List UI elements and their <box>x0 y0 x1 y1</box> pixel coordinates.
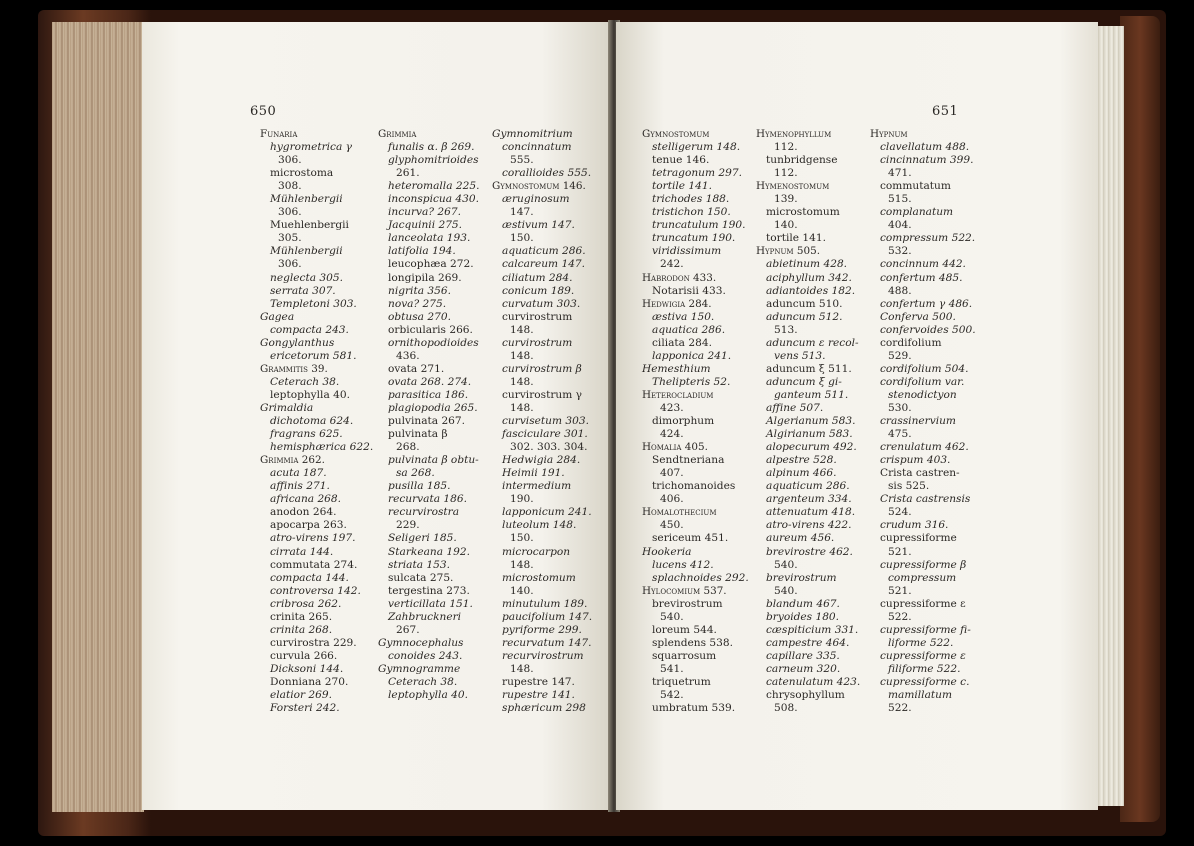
index-entry: Dicksoni 144. <box>270 662 344 675</box>
index-entry: recurvatum 147. <box>502 636 592 649</box>
index-entry: abietinum 428. <box>766 258 848 271</box>
index-entry: fragrans 625. <box>270 428 343 441</box>
index-entry: 190. <box>510 493 534 506</box>
index-entry: tortile 141. <box>652 180 712 193</box>
index-entry: 540. <box>774 558 798 571</box>
index-entry: 148. <box>510 349 534 362</box>
index-entry: brevirostrum <box>652 597 723 610</box>
index-entry: crinita 265. <box>270 610 333 623</box>
index-entry: curvirostrum γ <box>502 388 582 401</box>
index-entry: serrata 307. <box>270 284 336 297</box>
index-entry: 404. <box>888 219 912 232</box>
index-entry: acuta 187. <box>270 467 327 480</box>
index-entry: carneum 320. <box>766 662 841 675</box>
index-entry: ganteum 511. <box>774 388 849 401</box>
index-entry: hygrometrica γ <box>270 141 353 154</box>
index-entry: recurvirostra <box>388 506 460 519</box>
index-entry: sphæricum 298 <box>502 702 586 715</box>
index-entry: æstivum 147. <box>502 219 575 232</box>
index-entry: apocarpa 263. <box>270 519 347 532</box>
index-entry: lapponica 241. <box>652 349 732 362</box>
index-column <box>870 128 988 715</box>
index-entry: cupressiforme <box>880 532 957 545</box>
index-entry: 306. <box>278 154 302 167</box>
index-entry: compacta 144. <box>270 571 349 584</box>
index-heading: Homalia 405. <box>642 441 708 454</box>
index-entry: Gymnomitrium <box>492 128 573 140</box>
index-entry: pyriforme 299. <box>502 623 582 636</box>
index-entry: Gagea <box>260 310 295 323</box>
index-heading: Hypnum 505. <box>756 245 821 258</box>
index-entry: sa 268. <box>396 467 435 480</box>
index-entry: nova? 275. <box>388 297 447 310</box>
index-entry: Gymnogramme <box>378 662 461 675</box>
index-entry: 471. <box>888 167 912 180</box>
index-entry: 423. <box>660 401 684 414</box>
book-cover-right <box>1120 16 1160 822</box>
index-entry: aduncum ε recol- <box>766 336 859 349</box>
index-entry: 267. <box>396 623 420 636</box>
index-entry: 524. <box>888 506 912 519</box>
index-entry: 261. <box>396 167 420 180</box>
index-entry: aciphyllum 342. <box>766 271 852 284</box>
index-entry: cordifolium var. <box>880 375 965 388</box>
index-entry: Thelipteris 52. <box>652 375 731 388</box>
index-heading: Hypnum <box>870 128 908 140</box>
index-entry: aquatica 286. <box>652 323 726 336</box>
index-heading: Habrodon 433. <box>642 271 717 284</box>
index-entry: recurvata 186. <box>388 493 467 506</box>
index-entry: neglecta 305. <box>270 271 343 284</box>
index-entry: 513. <box>774 323 798 336</box>
index-entry: latifolia 194. <box>388 245 456 258</box>
index-entry: 148. <box>510 662 534 675</box>
index-entry: Donniana 270. <box>270 675 349 688</box>
index-entry: capillare 335. <box>766 649 840 662</box>
index-entry: 302. 303. 304. <box>510 441 588 454</box>
index-entry: parasitica 186. <box>388 388 469 401</box>
index-entry: Templetoni 303. <box>270 297 357 310</box>
index-entry: ornithopodioides <box>388 336 479 349</box>
index-entry: affinis 271. <box>270 480 330 493</box>
index-column <box>756 128 874 715</box>
index-entry: Crista castrensis <box>880 493 971 506</box>
index-entry: commutata 274. <box>270 558 358 571</box>
index-entry: Mühlenbergii <box>270 245 343 258</box>
index-entry: concinnatum <box>502 141 572 154</box>
index-entry: 436. <box>396 349 420 362</box>
index-entry: conicum 189. <box>502 284 575 297</box>
index-entry: 515. <box>888 193 912 206</box>
index-entry: 522. <box>888 610 912 623</box>
index-entry: complanatum <box>880 206 954 219</box>
index-entry: adiantoides 182. <box>766 284 856 297</box>
index-entry: crenulatum 462. <box>880 441 969 454</box>
index-entry: longipila 269. <box>388 271 462 284</box>
index-entry: sulcata 275. <box>388 571 454 584</box>
index-entry: 406. <box>660 493 684 506</box>
index-entry: aureum 456. <box>766 532 835 545</box>
index-entry: aduncum ξ 511. <box>766 362 852 375</box>
index-entry: curvatum 303. <box>502 297 581 310</box>
index-entry: brevirostrum <box>766 571 837 584</box>
index-entry: truncatum 190. <box>652 232 736 245</box>
index-entry: curvirostrum β <box>502 362 582 375</box>
index-entry: 112. <box>774 141 798 154</box>
index-entry: curvula 266. <box>270 649 338 662</box>
index-entry: tunbridgense <box>766 154 838 167</box>
index-entry: crispum 403. <box>880 454 951 467</box>
index-entry: tristichon 150. <box>652 206 731 219</box>
index-entry: sis 525. <box>888 480 930 493</box>
index-entry: liforme 522. <box>888 636 954 649</box>
index-entry: concinnum 442. <box>880 258 966 271</box>
index-entry: aduncum ξ gi- <box>766 375 842 388</box>
index-entry: plagiopodia 265. <box>388 401 478 414</box>
index-entry: dimorphum <box>652 415 715 428</box>
index-entry: 542. <box>660 689 684 702</box>
index-entry: striata 153. <box>388 558 450 571</box>
index-entry: africana 268. <box>270 493 342 506</box>
index-entry: alopecurum 492. <box>766 441 857 454</box>
index-entry: 148. <box>510 558 534 571</box>
index-entry: mamillatum <box>888 689 953 702</box>
index-entry: microstomum <box>502 571 576 584</box>
index-entry: crudum 316. <box>880 519 949 532</box>
index-heading: Gymnostomum 146. <box>492 180 586 193</box>
index-entry: sericeum 451. <box>652 532 729 545</box>
index-entry: Notarisii 433. <box>652 284 726 297</box>
index-entry: calcareum 147. <box>502 258 586 271</box>
index-entry: orbicularis 266. <box>388 323 473 336</box>
index-entry: cupressiforme c. <box>880 675 970 688</box>
index-entry: ericetorum 581. <box>270 349 357 362</box>
index-entry: 306. <box>278 206 302 219</box>
index-heading: Grimmia 262. <box>260 454 325 467</box>
index-entry: intermedium <box>502 480 572 493</box>
index-entry: Sendtneriana <box>652 454 725 467</box>
index-entry: obtusa 270. <box>388 310 451 323</box>
index-entry: campestre 464. <box>766 636 850 649</box>
index-entry: 242. <box>660 258 684 271</box>
page-edges-right <box>1094 26 1124 806</box>
index-entry: aquaticum 286. <box>502 245 586 258</box>
index-entry: squarrosum <box>652 649 717 662</box>
index-entry: lapponicum 241. <box>502 506 592 519</box>
index-entry: brevirostre 462. <box>766 545 853 558</box>
index-entry: 140. <box>774 219 798 232</box>
index-entry: 424. <box>660 428 684 441</box>
index-entry: 305. <box>278 232 302 245</box>
index-entry: cupressiforme ε <box>880 649 966 662</box>
index-entry: funalis α. β 269. <box>388 141 475 154</box>
index-entry: 530. <box>888 401 912 414</box>
index-heading: Hedwigia 284. <box>642 297 712 310</box>
index-entry: cupressiforme β <box>880 558 967 571</box>
index-entry: 529. <box>888 349 912 362</box>
index-entry: 508. <box>774 702 798 715</box>
index-entry: rupestre 147. <box>502 675 575 688</box>
index-entry: triquetrum <box>652 675 711 688</box>
index-entry: 139. <box>774 193 798 206</box>
index-entry: 540. <box>660 610 684 623</box>
index-entry: 148. <box>510 375 534 388</box>
index-entry: Starkeana 192. <box>388 545 470 558</box>
index-entry: Ceterach 38. <box>270 375 340 388</box>
index-entry: pulvinata 267. <box>388 415 466 428</box>
index-entry: compacta 243. <box>270 323 349 336</box>
index-entry: elatior 269. <box>270 689 333 702</box>
index-entry: cincinnatum 399. <box>880 154 974 167</box>
index-entry: 540. <box>774 584 798 597</box>
index-entry: argenteum 334. <box>766 493 852 506</box>
index-entry: attenuatum 418. <box>766 506 856 519</box>
index-entry: Crista castren- <box>880 467 960 480</box>
left-page <box>142 22 612 810</box>
index-entry: microstoma <box>270 167 334 180</box>
index-entry: ciliatum 284. <box>502 271 573 284</box>
index-entry: 148. <box>510 401 534 414</box>
index-entry: Grimaldia <box>260 401 314 414</box>
index-entry: 268. <box>396 441 420 454</box>
index-entry: lucens 412. <box>652 558 714 571</box>
index-entry: cupressiforme ε <box>880 597 966 610</box>
index-entry: 140. <box>510 584 534 597</box>
index-entry: splachnoides 292. <box>652 571 749 584</box>
index-entry: confertum γ 486. <box>880 297 973 310</box>
index-entry: cordifolium <box>880 336 942 349</box>
index-entry: Forsteri 242. <box>270 702 340 715</box>
index-entry: Conferva 500. <box>880 310 956 323</box>
index-entry: 532. <box>888 245 912 258</box>
index-entry: minutulum 189. <box>502 597 588 610</box>
index-entry: Zahbruckneri <box>388 610 462 623</box>
index-heading: Hylocomium 537. <box>642 584 727 597</box>
index-entry: commutatum <box>880 180 951 193</box>
index-entry: nigrita 356. <box>388 284 451 297</box>
index-entry: æstiva 150. <box>652 310 715 323</box>
index-entry: verticillata 151. <box>388 597 473 610</box>
index-entry: 306. <box>278 258 302 271</box>
index-entry: Heimii 191. <box>502 467 565 480</box>
index-entry: filiforme 522. <box>888 662 961 675</box>
index-entry: trichomanoides <box>652 480 736 493</box>
index-column <box>642 128 760 715</box>
index-heading: Grammitis 39. <box>260 362 328 375</box>
index-entry: tetragonum 297. <box>652 167 742 180</box>
index-entry: Mühlenbergii <box>270 193 343 206</box>
index-entry: cupressiforme fi- <box>880 623 971 636</box>
index-entry: pulvinata β obtu- <box>388 454 479 467</box>
index-entry: curvirostrum <box>502 310 573 323</box>
index-entry: blandum 467. <box>766 597 840 610</box>
index-entry: viridissimum <box>652 245 722 258</box>
index-entry: 488. <box>888 284 912 297</box>
page-edges-left <box>52 22 144 812</box>
index-entry: leptophylla 40. <box>388 689 468 702</box>
index-entry: Seligeri 185. <box>388 532 457 545</box>
index-entry: cirrata 144. <box>270 545 334 558</box>
index-entry: 541. <box>660 662 684 675</box>
index-entry: stenodictyon <box>888 388 957 401</box>
index-entry: aduncum 512. <box>766 310 843 323</box>
index-heading: Heterocladium <box>642 388 714 401</box>
index-entry: aquaticum 286. <box>766 480 850 493</box>
index-heading: Gymnostomum <box>642 128 710 140</box>
index-entry: 522. <box>888 702 912 715</box>
index-entry: Hedwigia 284. <box>502 454 581 467</box>
right-page <box>616 22 1098 810</box>
index-entry: controversa 142. <box>270 584 361 597</box>
index-entry: chrysophyllum <box>766 689 845 702</box>
index-entry: tortile 141. <box>766 232 826 245</box>
index-entry: conoides 243. <box>388 649 463 662</box>
index-entry: loreum 544. <box>652 623 717 636</box>
index-entry: trichodes 188. <box>652 193 730 206</box>
index-heading: Grimmia <box>378 128 417 140</box>
index-entry: alpestre 528. <box>766 454 837 467</box>
index-entry: cordifolium 504. <box>880 362 969 375</box>
index-heading: Homalothecium <box>642 506 717 519</box>
index-entry: microcarpon <box>502 545 571 558</box>
index-entry: truncatulum 190. <box>652 219 746 232</box>
index-entry: vens 513. <box>774 349 826 362</box>
index-entry: alpinum 466. <box>766 467 837 480</box>
index-entry: ciliata 284. <box>652 336 712 349</box>
index-entry: Gymnocephalus <box>378 636 464 649</box>
index-entry: curvirostrum <box>502 336 573 349</box>
index-entry: compressum 522. <box>880 232 976 245</box>
index-heading: Hymenophyllum <box>756 128 832 140</box>
index-entry: compressum <box>888 571 957 584</box>
index-entry: stelligerum 148. <box>652 141 741 154</box>
index-entry: leucophæa 272. <box>388 258 474 271</box>
index-entry: atro-virens 422. <box>766 519 852 532</box>
index-entry: umbratum 539. <box>652 702 736 715</box>
index-entry: incurva? 267. <box>388 206 461 219</box>
index-entry: rupestre 141. <box>502 689 575 702</box>
index-entry: Algirianum 583. <box>766 428 853 441</box>
index-entry: inconspicua 430. <box>388 193 479 206</box>
index-entry: crassinervium <box>880 415 956 428</box>
index-column <box>260 128 378 715</box>
index-entry: Hookeria <box>642 545 692 558</box>
index-entry: aduncum 510. <box>766 297 843 310</box>
index-entry: 521. <box>888 545 912 558</box>
index-entry: curvirostra 229. <box>270 636 357 649</box>
index-entry: Jacquinii 275. <box>388 219 463 232</box>
index-entry: ovata 271. <box>388 362 445 375</box>
index-entry: Ceterach 38. <box>388 675 458 688</box>
index-entry: 555. <box>510 154 534 167</box>
index-entry: catenulatum 423. <box>766 675 861 688</box>
index-column <box>492 128 610 715</box>
index-entry: confervoides 500. <box>880 323 976 336</box>
index-entry: ovata 268. 274. <box>388 375 472 388</box>
index-entry: hemisphærica 622. <box>270 441 374 454</box>
index-entry: anodon 264. <box>270 506 337 519</box>
index-entry: 147. <box>510 206 534 219</box>
index-entry: microstomum <box>766 206 840 219</box>
index-entry: leptophylla 40. <box>270 388 350 401</box>
index-entry: 308. <box>278 180 302 193</box>
index-entry: clavellatum 488. <box>880 141 970 154</box>
index-entry: glyphomitrioides <box>388 154 479 167</box>
index-entry: recurvirostrum <box>502 649 584 662</box>
index-entry: Muehlenbergii <box>270 219 349 232</box>
index-entry: 229. <box>396 519 420 532</box>
index-entry: splendens 538. <box>652 636 733 649</box>
index-entry: 150. <box>510 532 534 545</box>
index-entry: 112. <box>774 167 798 180</box>
index-heading: Funaria <box>260 128 298 140</box>
index-entry: lanceolata 193. <box>388 232 471 245</box>
index-entry: corallioides 555. <box>502 167 592 180</box>
page-number: 651 <box>932 104 959 119</box>
index-entry: curvisetum 303. <box>502 415 589 428</box>
index-entry: heteromalla 225. <box>388 180 480 193</box>
index-entry: 407. <box>660 467 684 480</box>
index-entry: pusilla 185. <box>388 480 451 493</box>
index-entry: 148. <box>510 323 534 336</box>
index-entry: 521. <box>888 584 912 597</box>
index-entry: dichotoma 624. <box>270 415 354 428</box>
index-entry: luteolum 148. <box>502 519 577 532</box>
index-entry: bryoides 180. <box>766 610 840 623</box>
index-column <box>378 128 496 702</box>
index-entry: affine 507. <box>766 401 824 414</box>
index-entry: 475. <box>888 428 912 441</box>
index-entry: tergestina 273. <box>388 584 470 597</box>
index-entry: 150. <box>510 232 534 245</box>
index-entry: 450. <box>660 519 684 532</box>
index-entry: cribrosa 262. <box>270 597 342 610</box>
page-number: 650 <box>250 104 277 119</box>
index-entry: cæspiticium 331. <box>766 623 859 636</box>
index-entry: crinita 268. <box>270 623 333 636</box>
index-entry: Algerianum 583. <box>766 415 856 428</box>
index-entry: tenue 146. <box>652 154 710 167</box>
index-entry: fasciculare 301. <box>502 428 588 441</box>
index-heading: Hymenostomum <box>756 180 830 193</box>
index-entry: æruginosum <box>502 193 570 206</box>
index-entry: Gongylanthus <box>260 336 335 349</box>
index-entry: atro-virens 197. <box>270 532 356 545</box>
index-entry: confertum 485. <box>880 271 963 284</box>
index-entry: Hemesthium <box>642 362 711 375</box>
index-entry: paucifolium 147. <box>502 610 593 623</box>
index-entry: pulvinata β <box>388 428 448 441</box>
